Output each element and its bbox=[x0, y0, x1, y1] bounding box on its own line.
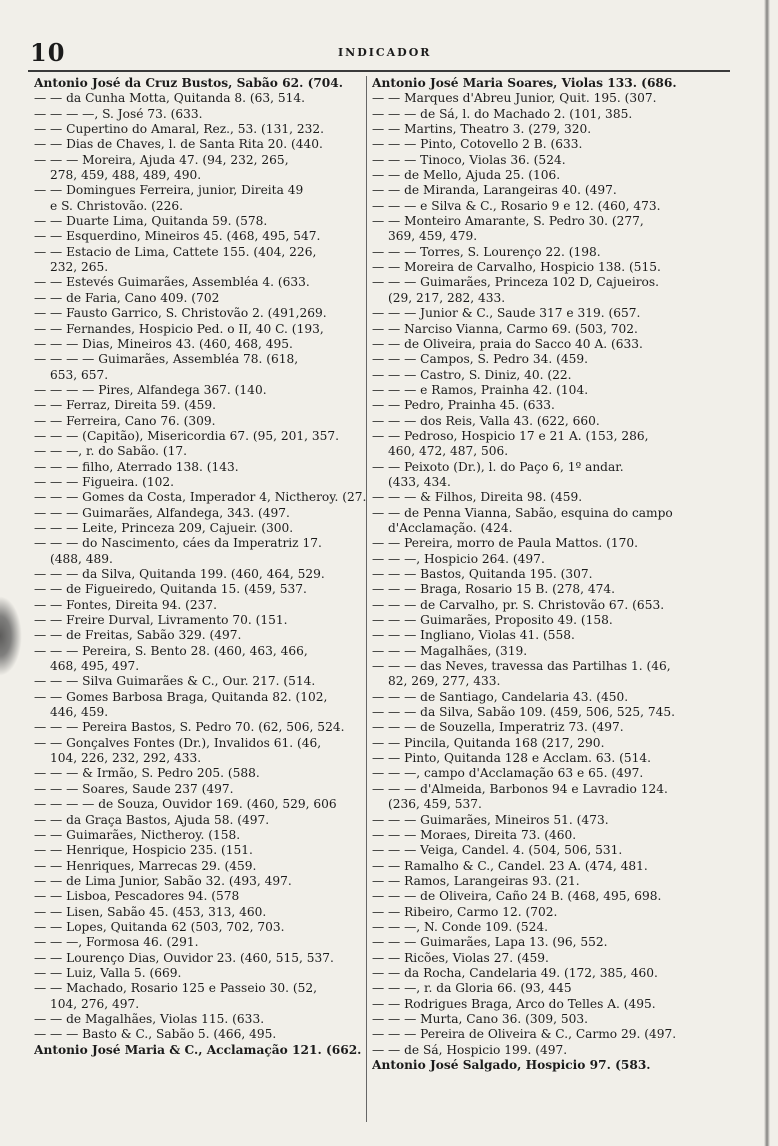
directory-entry: — — Dias de Chaves, l. de Santa Rita 20. (440. bbox=[34, 137, 323, 152]
directory-entry: — — — Castro, S. Diniz, 40. (22. bbox=[372, 367, 572, 382]
directory-entry: — — — Leite, Princeza 209, Cajueir. (300. bbox=[34, 520, 294, 535]
directory-entry: — — de Sá, Hospicio 199. (497. bbox=[372, 1042, 568, 1057]
directory-entry: — — Henriques, Marrecas 29. (459. bbox=[34, 858, 257, 873]
directory-entry: — — —, N. Conde 109. (524. bbox=[372, 919, 548, 934]
directory-entry: — — Lisen, Sabão 45. (453, 313, 460. bbox=[34, 904, 267, 919]
directory-entry: — — —, r. do Sabão. (17. bbox=[34, 444, 187, 459]
entry-continuation: (236, 459, 537. bbox=[388, 797, 482, 812]
directory-entry: — — — Junior & C., Saude 317 e 319. (657. bbox=[372, 306, 641, 321]
directory-entry: — — — Gomes da Costa, Imperador 4, Nictheroy. (27. bbox=[34, 490, 367, 505]
directory-entry: — — — Moreira, Ajuda 47. (94, 232, 265, bbox=[34, 152, 289, 167]
directory-entry: — — — Pereira, S. Bento 28. (460, 463, 466, bbox=[34, 643, 308, 658]
page-binding-edge bbox=[764, 0, 770, 1146]
directory-entry: — — Fausto Garrico, S. Christovão 2. (491,269. bbox=[34, 306, 327, 321]
entry-continuation: 232, 265. bbox=[50, 260, 109, 275]
directory-entry: — — Luiz, Valla 5. (669. bbox=[34, 965, 182, 980]
directory-entry: — — Freire Durval, Livramento 70. (151. bbox=[34, 613, 288, 628]
directory-entry: — — — Dias, Mineiros 43. (460, 468, 495. bbox=[34, 336, 293, 351]
directory-entry: — — — dos Reis, Valla 43. (622, 660. bbox=[372, 413, 600, 428]
directory-entry: — — de Penna Vianna, Sabão, esquina do campo bbox=[372, 505, 673, 520]
directory-entry: — — Estacio de Lima, Cattete 155. (404, 226, bbox=[34, 244, 317, 259]
directory-entry: — — — d'Almeida, Barbonos 94 e Lavradio 124. bbox=[372, 781, 668, 796]
directory-entry: — — —, r. da Gloria 66. (93, 445 bbox=[372, 981, 572, 996]
directory-entry: — — Ferreira, Cano 76. (309. bbox=[34, 413, 216, 428]
directory-entry: — — Lisboa, Pescadores 94. (578 bbox=[34, 889, 240, 904]
directory-entry: — — da Cunha Motta, Quitanda 8. (63, 514. bbox=[34, 91, 306, 106]
directory-entry: — — — Pereira de Oliveira & C., Carmo 29. (497. bbox=[372, 1027, 677, 1042]
directory-entry: — — — — Guimarães, Assembléa 78. (618, bbox=[34, 352, 299, 367]
directory-entry: — — de Faria, Cano 409. (702 bbox=[34, 290, 220, 305]
entry-continuation: (488, 489. bbox=[50, 551, 113, 566]
entry-continuation: 104, 226, 232, 292, 433. bbox=[50, 751, 202, 766]
directory-entry: — — Monteiro Amarante, S. Pedro 30. (277, bbox=[372, 214, 644, 229]
entry-continuation: e S. Christovão. (226. bbox=[50, 198, 184, 213]
directory-entry: — — — (Capitão), Misericordia 67. (95, 201, 357. bbox=[34, 428, 340, 443]
directory-entry: — — Rodrigues Braga, Arco do Telles A. (495. bbox=[372, 996, 656, 1011]
directory-entry: — — Gomes Barbosa Braga, Quitanda 82. (102, bbox=[34, 689, 328, 704]
directory-entry: — — Ribeiro, Carmo 12. (702. bbox=[372, 904, 558, 919]
directory-entry: — — Guimarães, Nictheroy. (158. bbox=[34, 827, 241, 842]
page-number: 10 bbox=[30, 38, 66, 67]
directory-entry: — — — Guimarães, Lapa 13. (96, 552. bbox=[372, 935, 608, 950]
directory-entry: — — — Soares, Saude 237 (497. bbox=[34, 781, 234, 796]
directory-entry: — — da Rocha, Candelaria 49. (172, 385, 460. bbox=[372, 965, 658, 980]
directory-entry: — — — do Nascimento, cáes da Imperatriz 17. bbox=[34, 536, 322, 551]
directory-entry: — — Fernandes, Hospicio Ped. o II, 40 C. (193, bbox=[34, 321, 324, 336]
directory-entry: — — Pinto, Quitanda 128 e Acclam. 63. (514. bbox=[372, 751, 652, 766]
ink-smudge bbox=[0, 596, 22, 676]
directory-entry: — — Esquerdino, Mineiros 45. (468, 495, 547. bbox=[34, 229, 321, 244]
directory-entry: — — Machado, Rosario 125 e Passeio 30. (52, bbox=[34, 981, 318, 996]
directory-entry: — — —, Formosa 46. (291. bbox=[34, 935, 199, 950]
directory-entry: — — Ricões, Violas 27. (459. bbox=[372, 950, 549, 965]
directory-entry: — — — Guimarães, Mineiros 51. (473. bbox=[372, 812, 609, 827]
directory-entry: — — Duarte Lima, Quitanda 59. (578. bbox=[34, 214, 268, 229]
directory-entry: — — — & Filhos, Direita 98. (459. bbox=[372, 490, 583, 505]
directory-entry: — — Pincila, Quitanda 168 (217, 290. bbox=[372, 735, 605, 750]
running-head: INDICADOR bbox=[338, 46, 432, 59]
directory-entry: — — — Guimarães, Proposito 49. (158. bbox=[372, 613, 613, 628]
directory-entry: — — Estevés Guimarães, Assembléa 4. (633. bbox=[34, 275, 310, 290]
directory-entry: — — Narciso Vianna, Carmo 69. (503, 702. bbox=[372, 321, 638, 336]
entry-continuation: 460, 472, 487, 506. bbox=[388, 444, 509, 459]
entry-continuation: 446, 459. bbox=[50, 705, 109, 720]
directory-entry: — — — —, S. José 73. (633. bbox=[34, 106, 203, 121]
directory-entry: — — — — de Souza, Ouvidor 169. (460, 529, 606 bbox=[34, 797, 337, 812]
directory-entry: — — de Oliveira, praia do Sacco 40 A. (633. bbox=[372, 336, 643, 351]
directory-entry: — — — de Souzella, Imperatriz 73. (497. bbox=[372, 720, 624, 735]
directory-entry: — — Moreira de Carvalho, Hospicio 138. (515. bbox=[372, 260, 661, 275]
directory-entry: — — — Bastos, Quitanda 195. (307. bbox=[372, 567, 593, 581]
directory-entry: — — — Pinto, Cotovello 2 B. (633. bbox=[372, 137, 583, 152]
directory-entry: — — Pedro, Prainha 45. (633. bbox=[372, 398, 555, 413]
directory-entry: — — — Pereira Bastos, S. Pedro 70. (62, 506, 524. bbox=[34, 720, 345, 735]
directory-entry: — — Peixoto (Dr.), l. do Paço 6, 1º andar. bbox=[372, 459, 624, 474]
directory-entry: — — Martins, Theatro 3. (279, 320. bbox=[372, 122, 592, 137]
directory-entry: — — — e Silva & C., Rosario 9 e 12. (460, 473. bbox=[372, 198, 661, 213]
directory-entry: — — — Tinoco, Violas 36. (524. bbox=[372, 152, 566, 167]
left-column bbox=[34, 76, 386, 1058]
directory-entry: — — —, campo d'Acclamação 63 e 65. (497. bbox=[372, 766, 644, 781]
directory-entry: — — — Guimarães, Alfandega, 343. (497. bbox=[34, 505, 290, 520]
directory-entry: — — Ramos, Larangeiras 93. (21. bbox=[372, 873, 580, 888]
entry-continuation: 653, 657. bbox=[50, 367, 109, 382]
directory-entry: — — — Veiga, Candel. 4. (504, 506, 531. bbox=[372, 843, 623, 858]
directory-entry: — — — Moraes, Direita 73. (460. bbox=[372, 827, 577, 842]
directory-entry: — — Pereira, morro de Paula Mattos. (170. bbox=[372, 536, 638, 551]
directory-entry: — — Fontes, Direita 94. (237. bbox=[34, 597, 218, 612]
directory-entry: — — Domingues Ferreira, junior, Direita 49 bbox=[34, 183, 304, 198]
directory-entry: — — Marques d'Abreu Junior, Quit. 195. (307. bbox=[372, 91, 657, 106]
directory-entry: — — — das Neves, travessa das Partilhas 1. (46, bbox=[372, 659, 671, 674]
directory-entry: — — — de Carvalho, pr. S. Christovão 67. (653. bbox=[372, 597, 665, 612]
directory-entry: — — da Graça Bastos, Ajuda 58. (497. bbox=[34, 812, 270, 827]
directory-entry: — — — Figueira. (102. bbox=[34, 474, 175, 489]
directory-entry: — — de Figueiredo, Quitanda 15. (459, 537. bbox=[34, 582, 307, 597]
directory-entry: — — Lourenço Dias, Ouvidor 23. (460, 515, 537. bbox=[34, 950, 334, 965]
directory-entry: — — — de Oliveira, Caño 24 B. (468, 495, 698. bbox=[372, 889, 662, 904]
entry-continuation: 82, 269, 277, 433. bbox=[388, 674, 501, 689]
directory-entry: — — Lopes, Quitanda 62 (503, 702, 703. bbox=[34, 919, 285, 934]
directory-entry: — — — Guimarães, Princeza 102 D, Cajueiros. bbox=[372, 275, 660, 290]
directory-entry: — — — & Irmão, S. Pedro 205. (588. bbox=[34, 766, 260, 781]
directory-entry: — — — — Pires, Alfandega 367. (140. bbox=[34, 382, 267, 397]
entry-continuation: (433, 434. bbox=[388, 474, 451, 489]
directory-entry: — — — Torres, S. Lourenço 22. (198. bbox=[372, 244, 601, 259]
directory-entry: — — Pedroso, Hospicio 17 e 21 A. (153, 286, bbox=[372, 428, 649, 443]
entry-continuation: 468, 495, 497. bbox=[50, 659, 140, 674]
directory-entry: — — de Magalhães, Violas 115. (633. bbox=[34, 1011, 265, 1026]
directory-entry: — — Cupertino do Amaral, Rez., 53. (131, 232. bbox=[34, 122, 324, 137]
directory-entry: — — — Murta, Cano 36. (309, 503. bbox=[372, 1011, 589, 1026]
directory-entry: — — — da Silva, Sabão 109. (459, 506, 525, 745. bbox=[372, 705, 675, 720]
directory-entry: — — — Braga, Rosario 15 B. (278, 474. bbox=[372, 582, 616, 597]
directory-entry: — — de Miranda, Larangeiras 40. (497. bbox=[372, 183, 617, 198]
right-column bbox=[372, 76, 724, 1073]
entry-continuation: d'Acclamação. (424. bbox=[388, 520, 513, 535]
header-rule bbox=[28, 70, 730, 72]
directory-entry: — — de Lima Junior, Sabão 32. (493, 497. bbox=[34, 873, 292, 888]
directory-entry: — — — Silva Guimarães & C., Our. 217. (514. bbox=[34, 674, 316, 689]
directory-entry: Antonio José da Cruz Bustos, Sabão 62. (704. bbox=[34, 76, 344, 90]
directory-entry: Antonio José Salgado, Hospicio 97. (583. bbox=[372, 1058, 651, 1072]
directory-entry: — — — e Ramos, Prainha 42. (104. bbox=[372, 382, 589, 397]
column-divider bbox=[366, 76, 367, 1122]
directory-entry: — — — Campos, S. Pedro 34. (459. bbox=[372, 352, 588, 367]
entry-continuation: 278, 459, 488, 489, 490. bbox=[50, 168, 202, 183]
entry-continuation: 104, 276, 497. bbox=[50, 996, 140, 1011]
entry-continuation: (29, 217, 282, 433. bbox=[388, 290, 506, 305]
directory-entry: — — Ferraz, Direita 59. (459. bbox=[34, 398, 217, 413]
directory-entry: — — —, Hospicio 264. (497. bbox=[372, 551, 545, 566]
directory-entry: — — — Ingliano, Violas 41. (558. bbox=[372, 628, 575, 643]
directory-entry: — — — de Santiago, Candelaria 43. (450. bbox=[372, 689, 629, 704]
directory-entry: — — — Magalhães, (319. bbox=[372, 643, 528, 658]
directory-entry: — — de Mello, Ajuda 25. (106. bbox=[372, 168, 561, 183]
directory-entry: — — Gonçalves Fontes (Dr.), Invalidos 61. (46, bbox=[34, 735, 322, 750]
directory-entry: — — Henrique, Hospicio 235. (151. bbox=[34, 843, 253, 858]
directory-entry: — — — Basto & C., Sabão 5. (466, 495. bbox=[34, 1027, 277, 1042]
directory-entry: Antonio José Maria Soares, Violas 133. (686. bbox=[372, 76, 677, 90]
entry-continuation: 369, 459, 479. bbox=[388, 229, 478, 244]
directory-entry: — — — de Sá, l. do Machado 2. (101, 385. bbox=[372, 106, 633, 121]
directory-entry: — — — filho, Aterrado 138. (143. bbox=[34, 459, 239, 474]
directory-entry: — — Ramalho & C., Candel. 23 A. (474, 481. bbox=[372, 858, 648, 873]
directory-entry: Antonio José Maria & C., Acclamação 121. (662. bbox=[34, 1042, 362, 1057]
directory-entry: — — de Freitas, Sabão 329. (497. bbox=[34, 628, 242, 643]
directory-entry: — — — da Silva, Quitanda 199. (460, 464, 529. bbox=[34, 567, 325, 581]
